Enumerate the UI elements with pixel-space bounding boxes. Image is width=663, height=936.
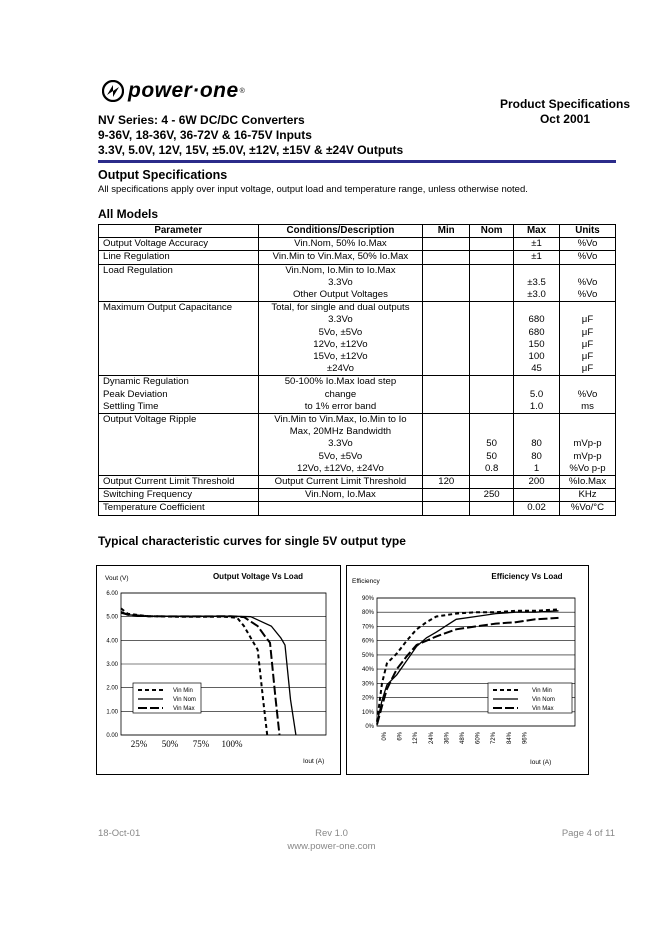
table-cell-nom <box>470 376 514 414</box>
cell-line: 120 <box>438 476 455 488</box>
cell-line: %Vo <box>577 251 598 263</box>
cell-line <box>474 376 509 388</box>
header-divider <box>98 160 616 163</box>
power-one-logo <box>102 79 245 103</box>
cell-line <box>518 489 555 501</box>
cell-line: ±3.5 <box>527 276 546 288</box>
efficiency-vs-load-chart <box>347 566 588 774</box>
x-axis-label: Iout (A) <box>303 758 325 765</box>
cell-line: %Vo p-p <box>569 462 606 474</box>
table-cell-nom <box>470 476 514 489</box>
cell-line: 680 <box>528 326 545 338</box>
cell-line: 200 <box>528 476 545 488</box>
y-tick-label: 70% <box>361 624 374 631</box>
table-cell-units <box>560 238 616 251</box>
cell-line: Line Regulation <box>103 251 170 263</box>
table-cell-cond <box>258 264 423 302</box>
cell-line <box>474 302 509 314</box>
table-cell-nom <box>470 489 514 502</box>
series-outputs: 3.3V, 5.0V, 12V, 15V, ±5.0V, ±12V, ±15V & ±24V Outputs <box>98 143 404 157</box>
table-cell-units <box>560 376 616 414</box>
y-tick-label: 5.00 <box>106 614 118 621</box>
cell-line: ±24Vo <box>326 363 354 375</box>
cell-line: Output Current Limit Threshold <box>103 476 235 488</box>
output-voltage-vs-load-chart <box>97 566 340 774</box>
legend-label: Vin Min <box>532 688 552 695</box>
table-cell-nom <box>470 264 514 302</box>
cell-line: 250 <box>483 489 500 501</box>
product-spec-block <box>500 97 630 127</box>
cell-line: 3.3Vo <box>328 438 353 450</box>
column-header: Max <box>514 225 560 238</box>
x-tick-label: 50% <box>161 739 179 749</box>
output-specs-heading: Output Specifications <box>98 168 228 182</box>
x-tick-label: 100% <box>221 739 243 749</box>
cell-line <box>427 265 465 277</box>
table-cell-min <box>423 414 470 476</box>
x-axis-label: Iout (A) <box>530 759 552 766</box>
table-row <box>99 264 616 302</box>
cell-line <box>518 426 555 438</box>
table-cell-min <box>423 376 470 414</box>
cell-line <box>564 426 611 438</box>
column-header: Nom <box>470 225 514 238</box>
table-cell-max <box>514 302 560 376</box>
table-cell-max <box>514 238 560 251</box>
cell-line: %Vo/°C <box>570 502 605 514</box>
y-tick-label: 3.00 <box>106 662 118 668</box>
x-tick-label: 0% <box>382 732 388 741</box>
power-one-logo-icon <box>102 80 124 102</box>
table-cell-nom <box>470 302 514 376</box>
cell-line: mVp-p <box>573 450 602 462</box>
table-cell-param <box>99 251 259 264</box>
cell-line: 680 <box>528 314 545 326</box>
cell-line <box>474 414 509 426</box>
cell-line: ±1 <box>531 238 542 250</box>
y-tick-label: 20% <box>361 695 374 702</box>
cell-line: Vin.Nom, Io.Min to Io.Max <box>285 264 396 276</box>
table-cell-units <box>560 251 616 264</box>
table-cell-cond <box>258 238 423 251</box>
cell-line: 5Vo, ±5Vo <box>318 450 363 462</box>
table-cell-param <box>99 489 259 502</box>
cell-line: ±3.0 <box>527 289 546 301</box>
cell-line: Temperature Coefficient <box>103 502 205 514</box>
table-cell-units <box>560 414 616 476</box>
cell-line: mVp-p <box>573 438 602 450</box>
cell-line: Output Voltage Ripple <box>103 414 197 426</box>
table-cell-max <box>514 376 560 414</box>
cell-line <box>263 502 419 514</box>
cell-line: Max, 20MHz Bandwidth <box>289 426 392 438</box>
cell-line <box>427 376 465 388</box>
table-row <box>99 376 616 414</box>
cell-line: 1 <box>533 462 540 474</box>
cell-line: Peak Deviation <box>103 388 168 400</box>
table-cell-cond <box>258 376 423 414</box>
x-tick-label: 84% <box>506 732 513 745</box>
table-cell-min <box>423 264 470 302</box>
table-cell-param <box>99 414 259 476</box>
legend-label: Vin Nom <box>173 697 196 704</box>
y-tick-label: 90% <box>361 596 374 602</box>
table-cell-param <box>99 502 259 515</box>
cell-line: ms <box>581 400 594 412</box>
x-tick-label: 12% <box>413 732 420 745</box>
cell-line: Vin.Nom, Io.Max <box>305 489 376 501</box>
x-tick-label: 36% <box>444 732 451 745</box>
cell-line: 0.8 <box>484 462 499 474</box>
table-cell-max <box>514 489 560 502</box>
cell-line: 0.02 <box>527 502 546 514</box>
cell-line: 5Vo, ±5Vo <box>318 326 363 338</box>
x-tick-label: 72% <box>491 732 498 745</box>
y-tick-label: 0.00 <box>106 733 118 739</box>
series-title-block <box>98 113 403 158</box>
table-cell-param <box>99 376 259 414</box>
cell-line <box>474 502 509 514</box>
cell-line <box>474 238 509 250</box>
series-inputs: 9-36V, 18-36V, 36-72V & 16-75V Inputs <box>98 128 312 142</box>
y-tick-label: 0% <box>365 724 374 730</box>
cell-line: to 1% error band <box>304 400 377 412</box>
table-row <box>99 251 616 264</box>
cell-line <box>518 414 555 426</box>
table-row <box>99 476 616 489</box>
legend-label: Vin Min <box>173 688 193 695</box>
y-tick-label: 2.00 <box>106 685 118 692</box>
y-axis-label: Vout (V) <box>105 575 129 582</box>
y-tick-label: 40% <box>361 667 374 674</box>
cell-line <box>427 489 465 501</box>
table-cell-nom <box>470 251 514 264</box>
cell-line: Switching Frequency <box>103 489 193 501</box>
x-tick-label: 75% <box>192 739 210 749</box>
cell-line: Dynamic Regulation <box>103 376 189 388</box>
legend-label: Vin Max <box>532 706 554 713</box>
legend-label: Vin Nom <box>532 697 555 704</box>
footer-url[interactable]: www.power-one.com <box>287 841 376 852</box>
y-axis-label: Efficiency <box>352 578 380 585</box>
cell-line <box>564 302 611 314</box>
table-cell-max <box>514 502 560 515</box>
cell-line: %Vo <box>577 388 598 400</box>
table-cell-cond <box>258 302 423 376</box>
table-cell-cond <box>258 489 423 502</box>
table-cell-min <box>423 238 470 251</box>
legend-label: Vin Max <box>173 706 195 713</box>
x-tick-label: 24% <box>428 732 435 745</box>
table-row <box>99 489 616 502</box>
cell-line: μF <box>581 363 594 375</box>
table-cell-units <box>560 476 616 489</box>
y-tick-label: 10% <box>361 709 374 716</box>
table-cell-cond <box>258 414 423 476</box>
column-header: Min <box>423 225 470 238</box>
table-cell-param <box>99 302 259 376</box>
table-cell-min <box>423 251 470 264</box>
table-cell-units <box>560 502 616 515</box>
cell-line: Load Regulation <box>103 264 173 276</box>
table-cell-nom <box>470 414 514 476</box>
table-body <box>99 238 616 515</box>
product-spec-title: Product Specifications <box>499 97 630 111</box>
cell-line: KHz <box>578 489 597 501</box>
table-row <box>99 302 616 376</box>
x-tick-label: 25% <box>130 739 148 749</box>
table-header-row <box>99 225 616 238</box>
table-cell-param <box>99 238 259 251</box>
table-cell-cond <box>258 476 423 489</box>
output-specs-intro: All specifications apply over input voltage, output load and temperature range, unless otherwise noted. <box>98 184 528 195</box>
cell-line: Maximum Output Capacitance <box>103 302 233 314</box>
table-row <box>99 502 616 515</box>
efficiency-chart-frame <box>346 565 589 775</box>
table-cell-param <box>99 476 259 489</box>
cell-line <box>564 414 611 426</box>
table-cell-max <box>514 414 560 476</box>
chart-title: Output Voltage Vs Load <box>212 572 304 581</box>
y-tick-label: 50% <box>361 652 374 659</box>
logo-wordmark: power·one <box>128 79 239 102</box>
cell-line: Output Current Limit Threshold <box>274 476 407 488</box>
y-tick-label: 30% <box>361 681 374 688</box>
table-cell-max <box>514 251 560 264</box>
footer-page: Page 4 of 11 <box>561 828 615 839</box>
registered-mark: ® <box>239 87 245 95</box>
y-tick-label: 1.00 <box>106 709 118 716</box>
table-cell-min <box>423 476 470 489</box>
cell-line: 3.3Vo <box>328 276 353 288</box>
cell-line: change <box>324 388 357 400</box>
cell-line <box>474 251 509 263</box>
cell-line: Vin.Min to Vin.Max, 50% Io.Max <box>272 251 409 263</box>
output-spec-table <box>98 224 616 516</box>
cell-line <box>427 251 465 263</box>
cell-line <box>564 376 611 388</box>
cell-line: 45 <box>531 363 542 375</box>
footer-rev: Rev 1.0 <box>315 828 348 839</box>
cell-line: 12Vo, ±12Vo <box>313 338 368 350</box>
table-row <box>99 414 616 476</box>
cell-line: Settling Time <box>103 400 159 412</box>
y-tick-label: 60% <box>361 638 374 645</box>
table-cell-max <box>514 476 560 489</box>
cell-line: 80 <box>531 450 542 462</box>
table-cell-nom <box>470 502 514 515</box>
chart-title: Efficiency Vs Load <box>491 572 563 581</box>
cell-line: 15Vo, ±12Vo <box>313 351 368 363</box>
cell-line: Vin.Nom, 50% Io.Max <box>294 238 387 250</box>
cell-line <box>474 476 509 488</box>
cell-line <box>474 265 509 277</box>
cell-line: 50 <box>486 450 497 462</box>
cell-line: 3.3Vo <box>328 314 353 326</box>
table-cell-min <box>423 502 470 515</box>
cell-line: 150 <box>528 338 545 350</box>
cell-line <box>427 238 465 250</box>
y-tick-label: 4.00 <box>106 638 118 645</box>
cell-line: %Vo <box>577 276 598 288</box>
all-models-heading: All Models <box>98 207 159 221</box>
cell-line: Output Voltage Accuracy <box>103 238 209 250</box>
cell-line <box>518 376 555 388</box>
x-tick-label: 6% <box>397 732 404 741</box>
table-cell-min <box>423 302 470 376</box>
column-header: Parameter <box>99 225 259 238</box>
table-row <box>99 238 616 251</box>
table-cell-nom <box>470 238 514 251</box>
table-cell-cond <box>258 251 423 264</box>
product-spec-date: Oct 2001 <box>539 112 590 126</box>
cell-line <box>427 502 465 514</box>
cell-line: 80 <box>531 438 542 450</box>
cell-line: μF <box>581 314 594 326</box>
cell-line: ±1 <box>531 251 542 263</box>
cell-line: Total, for single and dual outputs <box>271 302 410 314</box>
table-cell-max <box>514 264 560 302</box>
footer-date: 18-Oct-01 <box>98 828 141 839</box>
x-tick-label: 60% <box>475 732 482 745</box>
cell-line <box>474 426 509 438</box>
column-header: Units <box>560 225 616 238</box>
y-tick-label: 6.00 <box>106 591 118 597</box>
x-tick-label: 48% <box>460 732 466 745</box>
cell-line <box>518 265 555 277</box>
table-cell-units <box>560 302 616 376</box>
cell-line: %Vo <box>577 289 598 301</box>
cell-line: 50-100% Io.Max load step <box>284 376 397 388</box>
cell-line: μF <box>581 351 594 363</box>
cell-line: μF <box>581 338 594 350</box>
x-tick-label: 96% <box>522 732 529 745</box>
table-cell-units <box>560 264 616 302</box>
table-cell-min <box>423 489 470 502</box>
cell-line <box>427 414 465 426</box>
cell-line: μF <box>581 326 594 338</box>
cell-line: 50 <box>486 438 497 450</box>
cell-line: %Vo <box>577 238 598 250</box>
cell-line: Vin.Min to Vin.Max, Io.Min to Io <box>274 414 407 426</box>
cell-line <box>427 302 465 314</box>
cell-line: 12Vo, ±12Vo, ±24Vo <box>297 462 384 474</box>
cell-line <box>518 302 555 314</box>
y-tick-label: 80% <box>361 610 374 617</box>
cell-line: 100 <box>528 351 545 363</box>
curves-heading: Typical characteristic curves for single 5V output type <box>98 534 406 548</box>
column-header: Conditions/Description <box>258 225 423 238</box>
cell-line <box>564 265 611 277</box>
cell-line: 5.0 <box>529 388 544 400</box>
voltage-chart-frame <box>96 565 341 775</box>
table-cell-cond <box>258 502 423 515</box>
cell-line: %Io.Max <box>568 476 607 488</box>
cell-line: Other Output Voltages <box>292 289 388 301</box>
table-cell-units <box>560 489 616 502</box>
table-cell-param <box>99 264 259 302</box>
series-title: NV Series: 4 - 6W DC/DC Converters <box>98 113 305 127</box>
cell-line: 1.0 <box>529 400 544 412</box>
